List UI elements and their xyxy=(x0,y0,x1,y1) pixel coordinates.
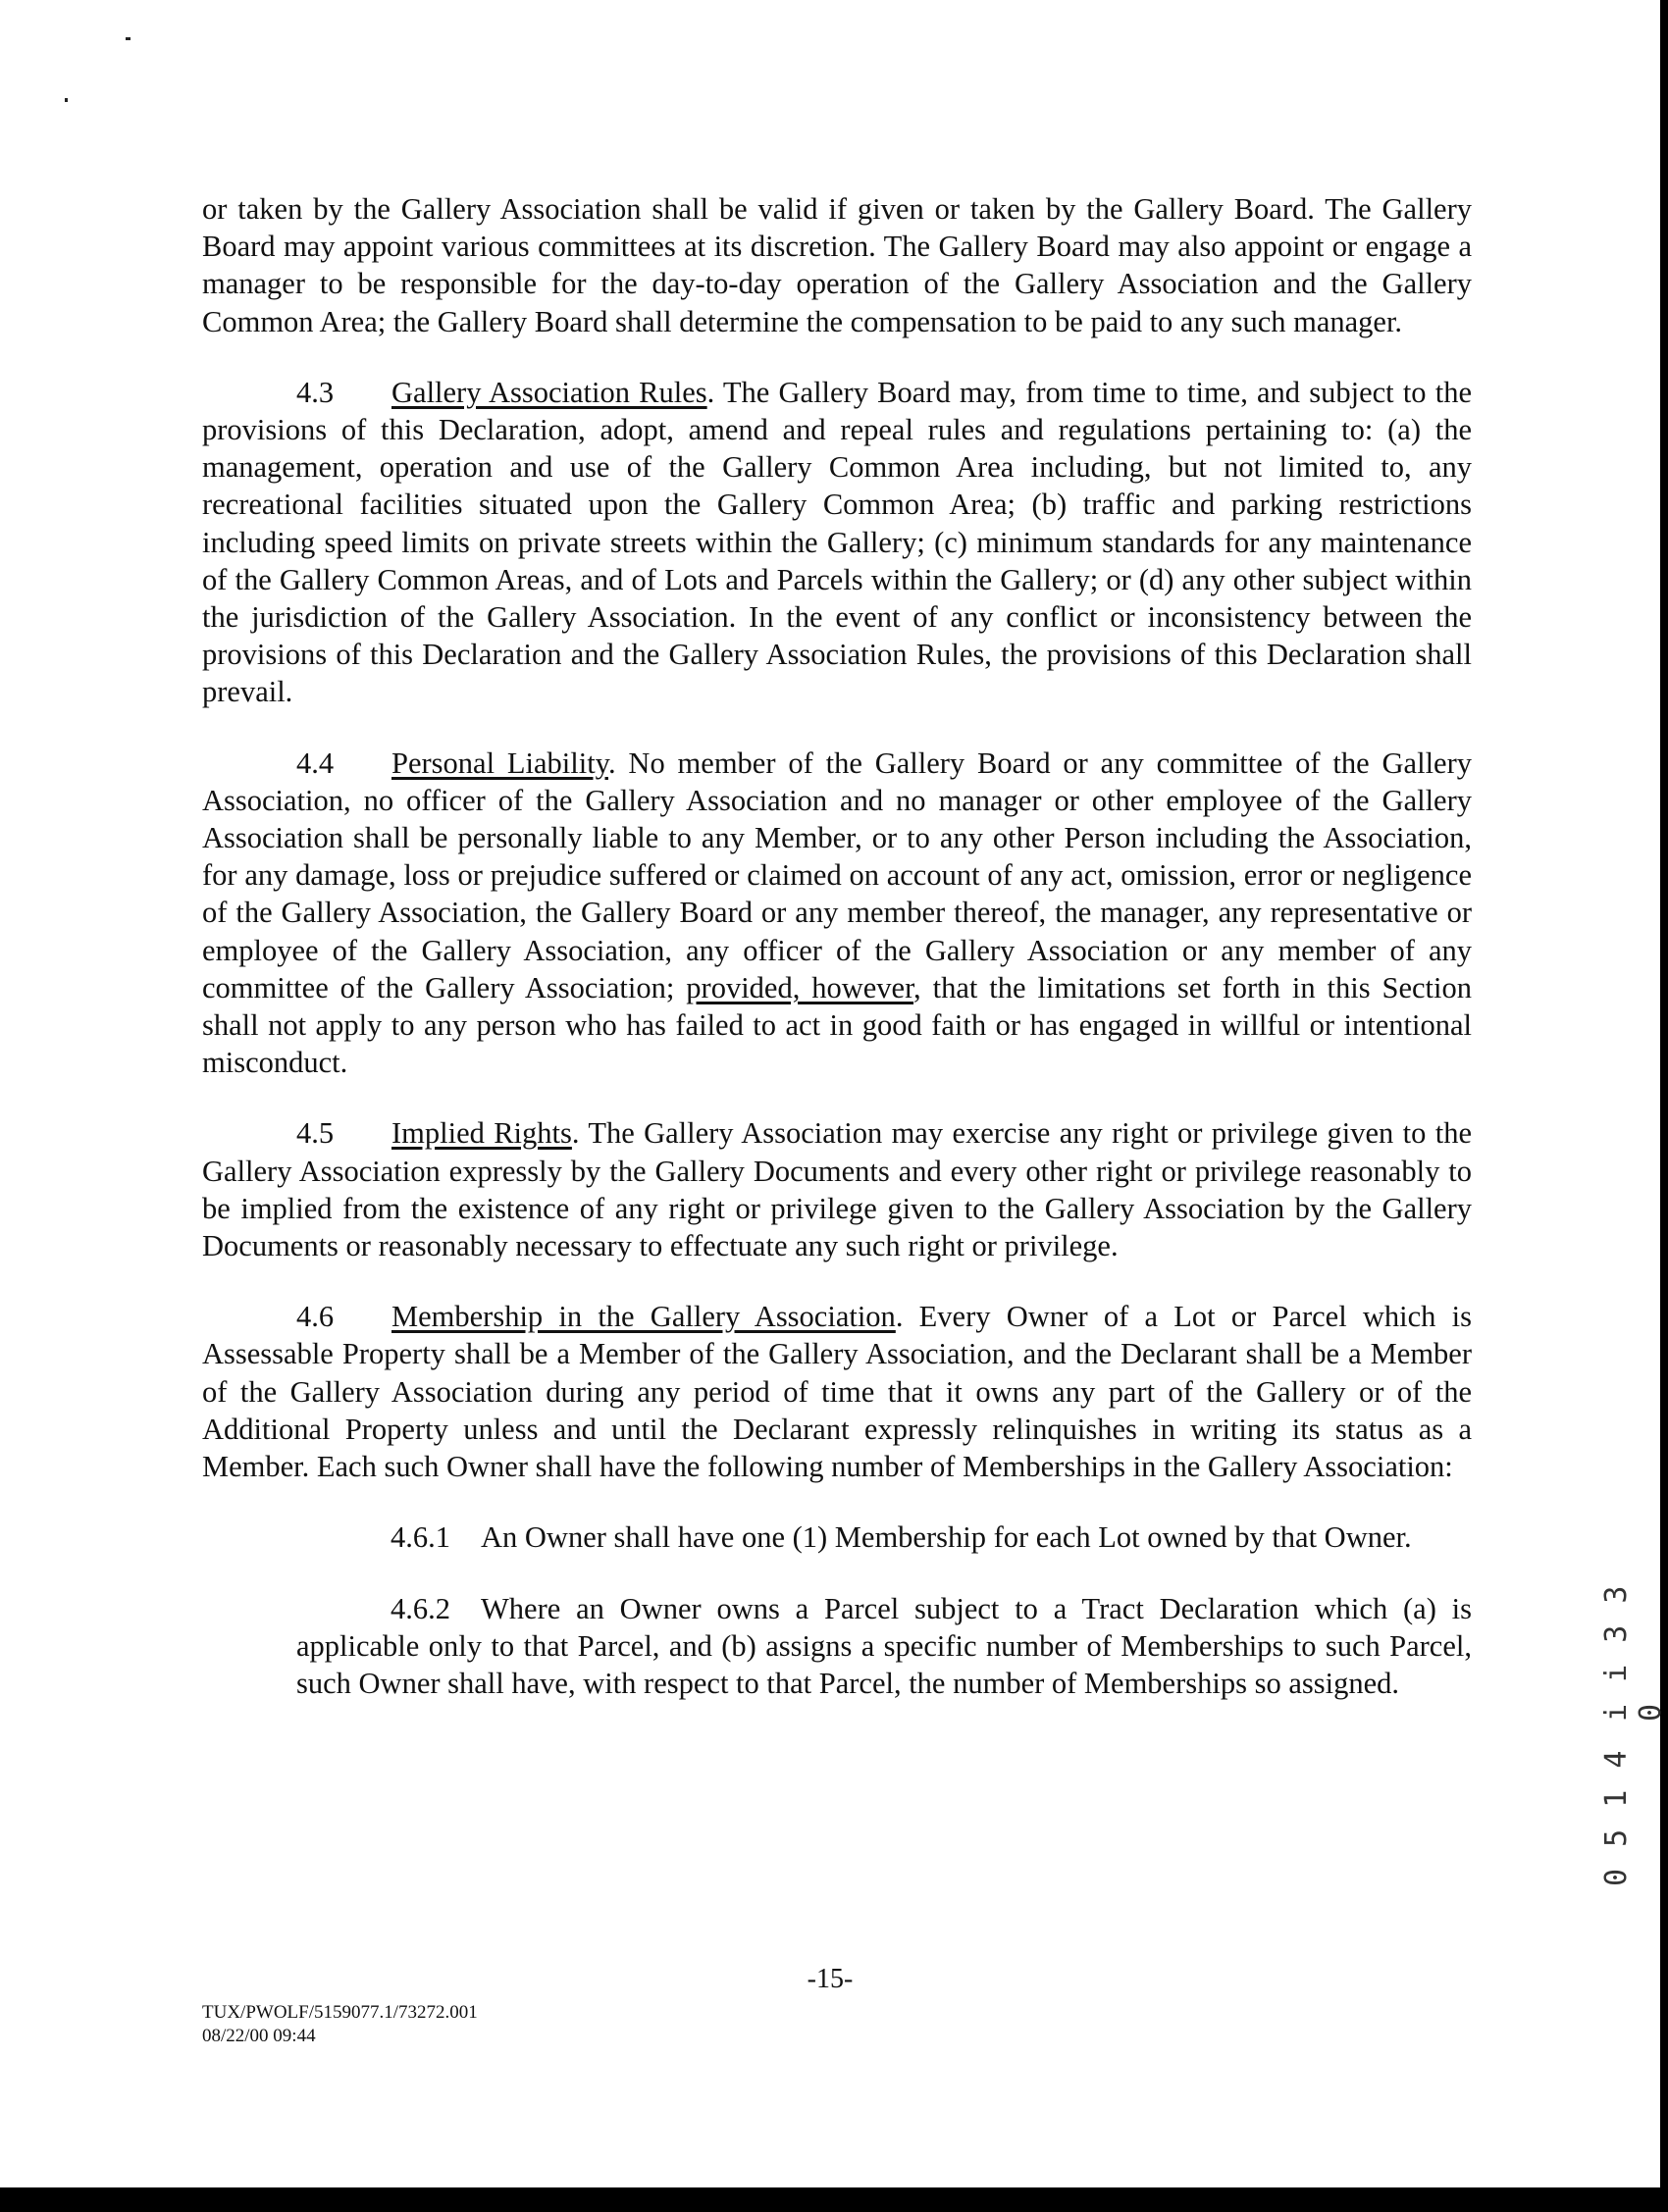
paragraph-intro xyxy=(202,190,1472,340)
subsection-number: 4.6.1 xyxy=(391,1520,450,1555)
page-number: -15- xyxy=(807,1964,854,1994)
proviso-text: provided, however xyxy=(686,970,914,1004)
section-text: . Every Owner of a Lot or Parcel which is Assessable Property shall be a Member of the Gallery Association, and the Declarant shall be a Member of the Gallery Association during any period of time that it owns any part of the Gallery or of the Additional Property unless and until the Declarant expressly relinquishes in writing its status as a Member. Each such Owner shall have the following number of Memberships in the Gallery Association: xyxy=(202,1300,1472,1484)
section-number: 4.6 xyxy=(296,1300,335,1334)
section-number: 4.5 xyxy=(296,1116,335,1151)
scan-speck xyxy=(126,37,130,40)
subsection-number: 4.6.2 xyxy=(391,1591,450,1625)
section-4-4 xyxy=(202,745,1472,1082)
footer-doc-id: TUX/PWOLF/5159077.1/73272.001 xyxy=(202,2002,478,2023)
section-4-5 xyxy=(202,1114,1472,1264)
document-body xyxy=(202,190,1472,1735)
section-heading: Membership in the Gallery Association xyxy=(391,1300,896,1334)
section-4-3 xyxy=(202,374,1472,711)
section-heading: Implied Rights xyxy=(391,1116,572,1151)
subsection-text: Where an Owner owns a Parcel subject to a Tract Declaration which (a) is applicable only to that Parcel, and (b) assigns a specific number of Memberships to such Parcel, such Owner shall have, with respect to that Parcel, the number of Memberships so assigned. xyxy=(296,1591,1472,1700)
section-number: 4.4 xyxy=(296,746,335,780)
section-text: . The Gallery Association may exercise any right or privilege given to the Gallery Association expressly by the Gallery Documents and every other right or privilege reasonably to be implied from the existence of any right or privilege given to the Gallery Association by the Gallery Documents or reasonably necessary to effectuate any such right or privilege. xyxy=(202,1116,1473,1263)
section-4-6 xyxy=(202,1298,1472,1485)
section-text-after: , that the limitations set forth in this Section shall not apply to any person who has failed to act in good faith or has engaged in willful or intentional misconduct. xyxy=(202,970,1472,1080)
footer-date: 08/22/00 09:44 xyxy=(202,2026,316,2046)
subsection-text: An Owner shall have one (1) Membership for each Lot owned by that Owner. xyxy=(481,1520,1412,1555)
section-4-6-1 xyxy=(202,1518,1472,1556)
scan-speck xyxy=(65,98,68,102)
paragraph-text: or taken by the Gallery Association shall be valid if given or taken by the Gallery Board. The Gallery Board may appoint various committees at its discretion. The Gallery Board may also appoint or engage a manager to be responsible for the day-to-day operation of the Gallery Association and the Gallery Common Area; the Gallery Board shall determine the compensation to be paid to any such manager. xyxy=(202,192,1472,338)
stamp-top: i i 3 3 0 xyxy=(1599,1583,1668,1722)
section-heading: Personal Liability xyxy=(391,746,608,780)
section-heading: Gallery Association Rules xyxy=(391,375,707,409)
section-text: . No member of the Gallery Board or any committee of the Gallery Association, no officer of the Gallery Association and no manager or other employee of the Gallery Association shall be personally liable to any Member, or to any other Person including the Association, for any damage, loss or prejudice suffered or claimed on account of any act, omission, error or negligence of the Gallery Association, the Gallery Board or any member thereof, the manager, any representative or employee of the Gallery Association, any officer of the Gallery Association or any member of any committee of the Gallery Association; xyxy=(202,746,1472,1004)
section-4-6-2 xyxy=(202,1590,1472,1703)
section-text: . The Gallery Board may, from time to time, and subject to the provisions of this Declaration, adopt, amend and repeal rules and regulations pertaining to: (a) the management, operation and use of the Gallery Common Area including, but not limited to, any recreational facilities situated upon the Gallery Common Area; (b) traffic and parking restrictions including speed limits on private streets within the Gallery; (c) minimum standards for any maintenance of the Gallery Common Areas, and of Lots and Parcels within the Gallery; or (d) any other subject within the jurisdiction of the Gallery Association. In the event of any conflict or inconsistency between the provisions of this Declaration and the Gallery Association Rules, the provisions of this Declaration shall prevail. xyxy=(202,375,1472,709)
section-number: 4.3 xyxy=(296,375,335,409)
document-stamp xyxy=(1599,1545,1668,1886)
document-footer xyxy=(202,2001,478,2048)
stamp-bottom: 0 5 1 4 xyxy=(1599,1748,1634,1886)
